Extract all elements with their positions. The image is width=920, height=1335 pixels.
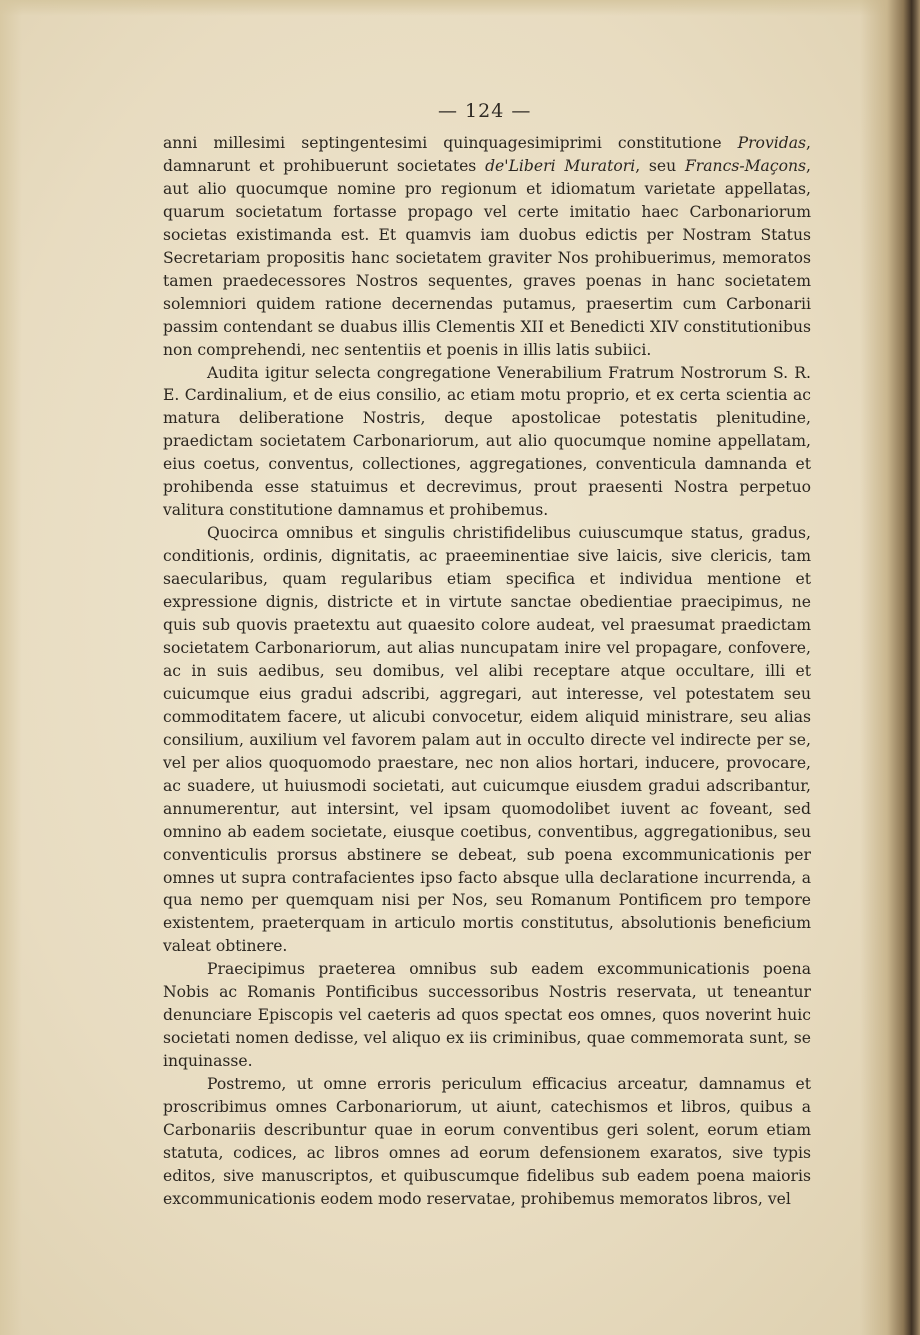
paragraph-2: Audita igitur selecta congregatione Venerabilium Fratrum Nostrorum S. R. E. Cardinalium, et de eius consilio, ac etiam motu proprio, et ex certa scientia ac matura deliberatione Nostris, deque apostolicae potestatis plenitudine, praedictam societatem Carbonariorum, aut alio quocumque nomine appellatam, eius coetus, conventus, collectiones, aggregationes, conventicula damnanda et prohibenda esse statuimus et decrevimus, prout praesenti Nostra perpetuo valitura constitutione damnamus et prohibemus. — [163, 363, 811, 520]
paragraph-1 — [163, 132, 811, 362]
italic-liberi-muratori: de'Liberi Muratori — [485, 156, 636, 175]
page-number: — 124 — — [438, 100, 532, 122]
paragraph-1-text-d: , aut alio quocumque nomine pro regionum et idiomatum varietate appellatas, quarum societatum fortasse propago vel certe imitatio haec Carbonariorum societas existimanda est. Et quamvis iam duobus edictis per Nostram Status Secretariam propositis hanc societatem graviter Nos prohibuerimus, memoratos tamen praedecessores Nostros sequentes, graves poenas in hanc societatem solemniori quidem ratione decernendas putamus, praesertim cum Carbonarii passim contendant se duabus illis Clementis XII et Benedicti XIV constitutionibus non comprehendi, nec sententiis et poenis in illis latis subiici. — [163, 156, 811, 359]
paragraph-1-text-b: , damnarunt et prohibuerunt societates — [163, 134, 811, 175]
body-text — [163, 132, 811, 1211]
page-left-shadow — [0, 0, 22, 1335]
italic-francs-macons: Francs-Maçons — [684, 156, 807, 175]
page-top-shadow — [0, 0, 920, 16]
paragraph-4: Praecipimus praeterea omnibus sub eadem excommunicationis poena Nobis ac Romanis Pontificibus successoribus Nostris reservata, ut teneantur denunciare Episcopis vel caeteris ad quos spectat eos omnes, quos noverint huic societati nomen dedisse, vel aliquo ex iis criminibus, quae commemorata sunt, se inquinasse. — [163, 960, 811, 1071]
book-gutter-shadow — [860, 0, 920, 1335]
paragraph-5: Postremo, ut omne erroris periculum efficacius arceatur, damnamus et proscribimus omnes Carbonariorum, ut aiunt, catechismos et libros, quibus a Carbonariis describuntur quae in eorum conventibus geri solent, eorum etiam statuta, codices, ac libros omnes ad eorum defensionem exaratos, sive typis editos, sive manuscriptos, et quibuscumque fidelibus sub eadem poena maioris excommunicationis eodem modo reservatae, prohibemus memoratos libros, vel — [163, 1075, 811, 1208]
italic-title-providas: Providas — [737, 134, 807, 152]
paragraph-3: Quocirca omnibus et singulis christifidelibus cuiuscumque status, gradus, conditionis, ordinis, dignitatis, ac praeeminentiae sive laicis, sive clericis, tam saecularibus, quam regularibus etiam specifica et individua mentione et expressione dignis, districte et in virtute sanctae obedientiae praecipimus, ne quis sub quovis praetextu aut quaesito colore audeat, vel praesumat praedictam societatem Carbonariorum, aut alias nuncupatam inire vel propagare, confovere, ac in suis aedibus, seu domibus, vel alibi receptare atque occultare, illi et cuicumque eius gradui adscribi, aggregari, aut interesse, vel potestatem seu commoditatem facere, ut alicubi convocetur, eidem aliquid ministrare, seu alias consilium, auxilium vel favorem palam aut in occulto directe vel indirecte per se, vel per alios quoquomodo praestare, nec non alios hortari, inducere, provocare, ac suadere, ut huiusmodi societati, aut cuicumque eiusdem gradui adscribantur, annumerentur, aut intersint, vel ipsam quomodolibet iuvent ac foveant, sed omnino ab eadem societate, eiusque coetibus, conventibus, aggregationibus, seu conventiculis prorsus abstinere se debeat, sub poena excommunicationis per omnes ut supra contrafacientes ipso facto absque ulla declaratione incurrenda, a qua nemo per quemquam nisi per Nos, seu Romanum Pontificem pro tempore existentem, praeterquam in articulo mortis constitutus, absolutionis beneficium valeat obtinere. — [163, 524, 811, 956]
paragraph-1-text-c: , seu — [635, 156, 685, 175]
paragraph-1-text-a: anni millesimi septingentesimi quinquagesimiprimi constitutione — [163, 134, 738, 152]
